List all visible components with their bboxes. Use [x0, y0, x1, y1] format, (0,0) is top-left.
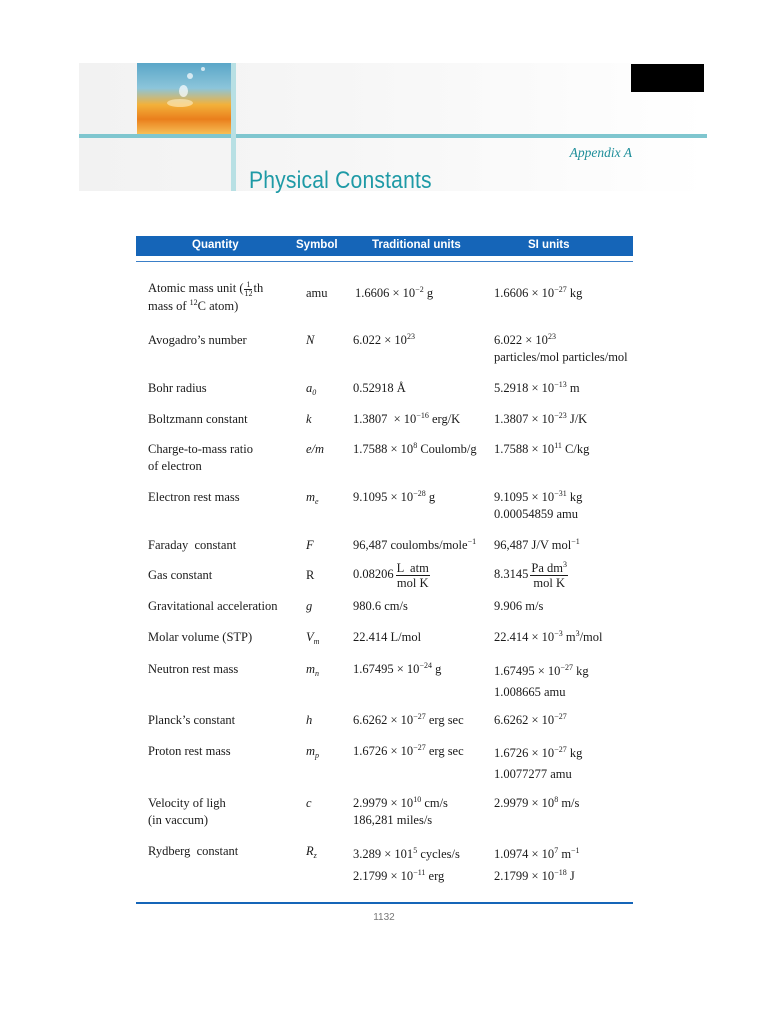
si-cell: $1.0974 \times 10^7$ $m^{-1}$ $2.1799 \times 10^{-18}$ J	[494, 846, 580, 883]
symbol-cell: $R_z$	[306, 844, 317, 860]
symbol-cell: amu	[306, 286, 328, 300]
quantity-cell: Faraday constant	[148, 538, 237, 552]
symbol-cell: R	[306, 568, 315, 582]
water-splash-image	[137, 63, 231, 135]
si-cell: $1.6726 \times 10^{-27}$ kg 1.0077277 amu	[494, 745, 583, 781]
si-cell: $5.2918 \times 10^{-13}$ m	[494, 380, 580, 395]
traditional-cell: $2.9979 \times 10^{10}$ cm/s 186,281 miles/s	[353, 795, 448, 827]
header-quantity: Quantity	[192, 239, 239, 251]
quantity-cell: Avogadro’s number	[148, 333, 247, 347]
quantity-cell: Planck’s constant	[148, 713, 236, 727]
header-traditional-units: Traditional units	[372, 239, 461, 251]
traditional-cell: $3.289 \times 101^5$ cycles/s $2.1799 \times 10^{-11}$ erg	[353, 846, 460, 883]
symbol-cell: $V_m$	[306, 630, 320, 646]
si-cell: 96,487 J/V mol$^{-1}$	[494, 537, 580, 552]
si-cell: $6.6262 \times 10^{-27}$	[494, 712, 567, 727]
traditional-cell: $6.6262 \times 10^{-27}$ erg sec	[353, 712, 464, 727]
traditional-cell: $1.3807 \times 10^{-16}$ erg/K	[353, 411, 461, 426]
traditional-cell: 96,487 coulombs/mole$^{-1}$	[353, 537, 477, 552]
symbol-cell: $m_n$	[306, 662, 320, 678]
traditional-cell: $9.1095 \times 10^{-28}$ g	[353, 489, 436, 504]
si-cell: 8.3145 $\frac{Pa dm^3}{\text{mol K}}$	[494, 559, 567, 590]
si-cell: $22.414 \times 10^{-3}$ $m^3$/mol	[494, 629, 603, 644]
symbol-cell: k	[306, 412, 312, 426]
header-symbol: Symbol	[296, 239, 338, 251]
page-title: Physical Constants	[249, 167, 432, 194]
si-cell: $9.1095 \times 10^{-31}$ kg 0.00054859 amu	[494, 489, 583, 521]
quantity-cell: Bohr radius	[148, 381, 207, 395]
symbol-cell: $m_e$	[306, 490, 319, 506]
traditional-cell: 22.414 L/mol	[353, 630, 422, 644]
traditional-cell: 980.6 cm/s	[353, 599, 408, 613]
symbol-cell: h	[306, 713, 313, 727]
symbol-cell: N	[306, 333, 315, 347]
si-cell: $1.67495 \times 10^{-27}$ kg 1.008665 amu	[494, 663, 589, 699]
si-cell: 9.906 m/s	[494, 599, 544, 613]
si-cell: $1.7588 \times 10^{11}$ C/kg	[494, 441, 590, 456]
table-header	[136, 236, 633, 256]
quantity-cell: Gas constant	[148, 568, 213, 582]
traditional-cell: $6.022 \times 10^{23}$	[353, 332, 415, 347]
quantity-cell: Charge-to-mass ratio of electron	[148, 442, 253, 473]
symbol-cell: $m_p$	[306, 744, 320, 760]
quantity-cell: Molar volume (STP)	[148, 630, 253, 644]
symbol-cell: g	[306, 599, 313, 613]
traditional-cell: $1.6726 \times 10^{-27}$ erg sec	[353, 743, 464, 758]
symbol-cell: e/m	[306, 442, 325, 456]
symbol-cell: F	[306, 538, 314, 552]
quantity-cell: Rydberg constant	[148, 844, 239, 858]
quantity-cell: Electron rest mass	[148, 490, 240, 504]
quantity-cell: Boltzmann constant	[148, 412, 248, 426]
page-tab-marker	[631, 64, 704, 92]
traditional-cell: $1.7588 \times 10^8$ Coulomb/g	[353, 441, 477, 456]
appendix-label: Appendix A	[569, 145, 632, 160]
quantity-cell: Velocity of ligh (in vaccum)	[148, 796, 226, 827]
traditional-cell: $1.67495 \times 10^{-24}$ g	[353, 661, 442, 676]
si-cell: $1.6606 \times 10^{-27}$ kg	[494, 285, 583, 300]
quantity-cell: Gravitational acceleration	[148, 599, 278, 613]
si-cell: $1.3807 \times 10^{-23}$ J/K	[494, 411, 588, 426]
traditional-cell: 0.08206 $\frac{\text{L atm}}{\text{mol K}}$	[353, 560, 429, 590]
symbol-cell: c	[306, 796, 312, 810]
si-cell: $6.022 \times 10^{23}$ particles/mol particles/mol	[494, 332, 628, 364]
header-si-units: SI units	[528, 239, 570, 251]
page-number: 1132	[373, 912, 395, 923]
header-rule	[136, 261, 633, 262]
symbol-cell: $a_0$	[306, 381, 317, 397]
quantity-cell: Neutron rest mass	[148, 662, 239, 676]
header-teal-vertical-rule	[231, 63, 236, 191]
header-teal-rule	[79, 134, 707, 138]
quantity-cell: Atomic mass unit ( $\frac{1}{12}$ th mass of $^{12}$C atom)	[148, 279, 264, 313]
si-cell: $2.9979 \times 10^8$ m/s	[494, 795, 580, 810]
traditional-cell: 0.52918 Å	[353, 381, 406, 395]
quantity-cell: Proton rest mass	[148, 744, 231, 758]
traditional-cell: $1.6606 \times 10^{-2}$ g	[355, 285, 434, 300]
table-bottom-rule	[136, 902, 633, 904]
